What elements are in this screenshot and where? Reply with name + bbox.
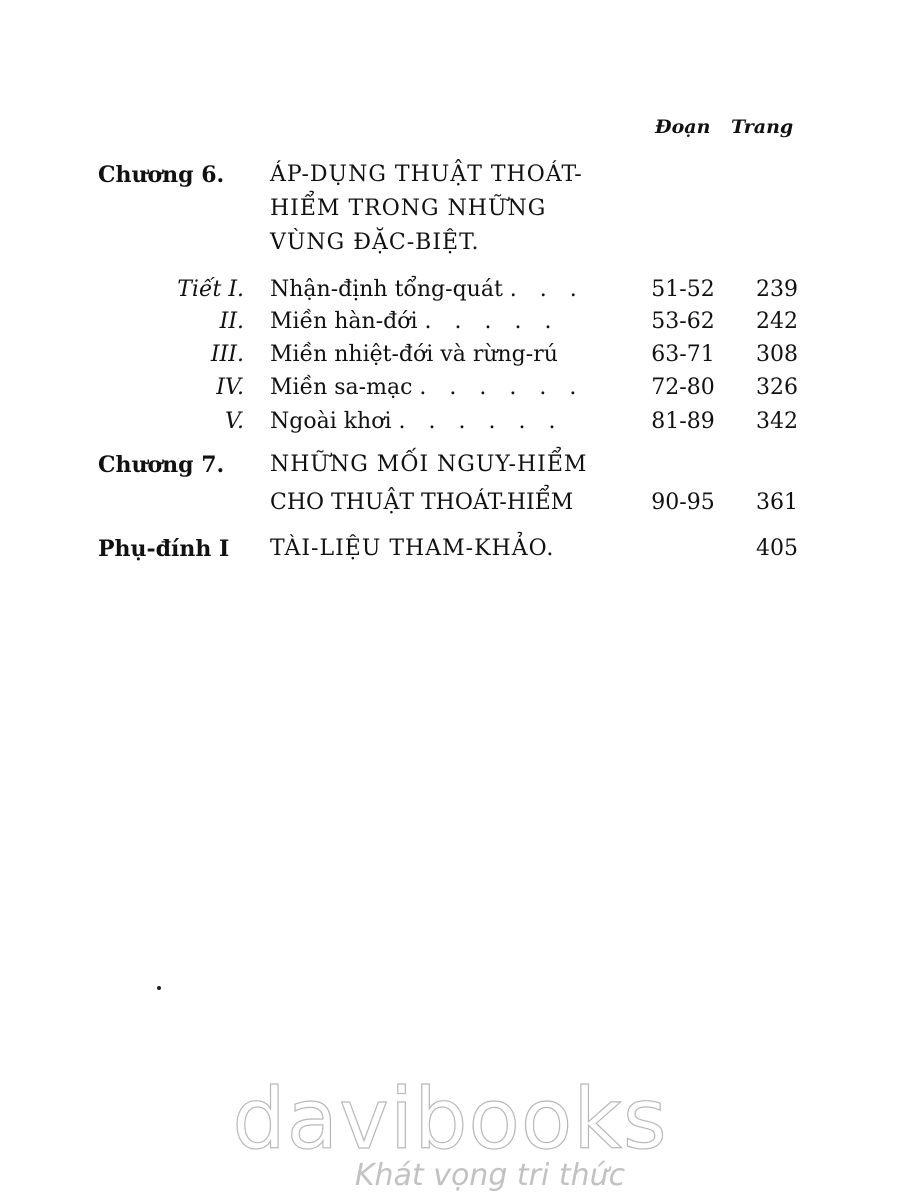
section-1-doan: 51-52 (651, 277, 715, 302)
section-3-label: III. (210, 342, 244, 367)
chapter-6-label: Chương 6. (98, 162, 225, 188)
watermark-brand: davibooks (232, 1070, 668, 1168)
column-header-trang: Trang (731, 116, 794, 138)
section-5-page: 342 (756, 409, 798, 434)
section-3-title: Miền nhiệt-đới và rừng-rú (270, 342, 558, 367)
section-row-2 (0, 305, 900, 339)
chapter-7-page: 361 (756, 490, 798, 515)
chapter-6-title-line-2: HIỂM TRONG NHỮNG (270, 196, 547, 221)
section-2-leader: . . . . . (424, 309, 560, 334)
section-2-page: 242 (756, 309, 798, 334)
section-4-title: Miền sa-mạc (270, 375, 413, 400)
section-5-title-wrap (270, 405, 563, 439)
section-2-title: Miền hàn-đới (270, 309, 418, 334)
section-row-1 (0, 273, 900, 307)
section-5-doan: 81-89 (651, 409, 715, 434)
section-1-label: Tiết I. (177, 277, 244, 302)
section-4-title-wrap (270, 371, 584, 405)
appendix-page: 405 (756, 536, 798, 561)
section-2-title-wrap (270, 305, 559, 339)
section-2-doan: 53-62 (651, 309, 715, 334)
appendix-label: Phụ-đính I (98, 536, 230, 562)
chapter-7-title-line-2: CHO THUẬT THOÁT-HIỂM (270, 490, 574, 515)
section-4-label: IV. (216, 375, 244, 400)
chapter-6-title-line-3: VÙNG ĐẶC-BIỆT. (270, 230, 480, 255)
chapter-6-row-1 (0, 158, 900, 192)
chapter-6-row-3 (0, 226, 900, 260)
section-5-label: V. (224, 409, 244, 434)
section-5-leader: . . . . . . (398, 409, 564, 434)
column-headers (0, 116, 900, 146)
section-2-label: II. (219, 309, 244, 334)
chapter-7-row-1 (0, 448, 900, 482)
section-3-title-wrap (270, 338, 558, 372)
section-1-leader: . . . (509, 277, 585, 302)
scan-speck (157, 986, 161, 990)
section-1-title-wrap (270, 273, 585, 307)
chapter-7-title-line-1: NHỮNG MỐI NGUY-HIỂM (270, 452, 588, 477)
section-row-3 (0, 338, 900, 372)
section-4-page: 326 (756, 375, 798, 400)
section-5-title: Ngoài khơi (270, 409, 392, 434)
section-1-title: Nhận-định tổng-quát (270, 277, 503, 302)
section-4-leader: . . . . . . (419, 375, 585, 400)
appendix-row (0, 532, 900, 566)
column-header-doan: Đoạn (655, 116, 711, 138)
chapter-7-label: Chương 7. (98, 452, 225, 478)
section-3-page: 308 (756, 342, 798, 367)
appendix-title: TÀI-LIỆU THAM-KHẢO. (270, 536, 555, 561)
section-row-5 (0, 405, 900, 439)
chapter-7-row-2 (0, 486, 900, 520)
chapter-7-doan: 90-95 (651, 490, 715, 515)
section-4-doan: 72-80 (651, 375, 715, 400)
watermark-tagline: Khát vọng tri thức (354, 1158, 626, 1193)
chapter-6-row-2 (0, 192, 900, 226)
chapter-6-title-line-1: ÁP-DỤNG THUẬT THOÁT- (270, 162, 583, 187)
section-3-doan: 63-71 (651, 342, 715, 367)
section-row-4 (0, 371, 900, 405)
section-1-page: 239 (756, 277, 798, 302)
